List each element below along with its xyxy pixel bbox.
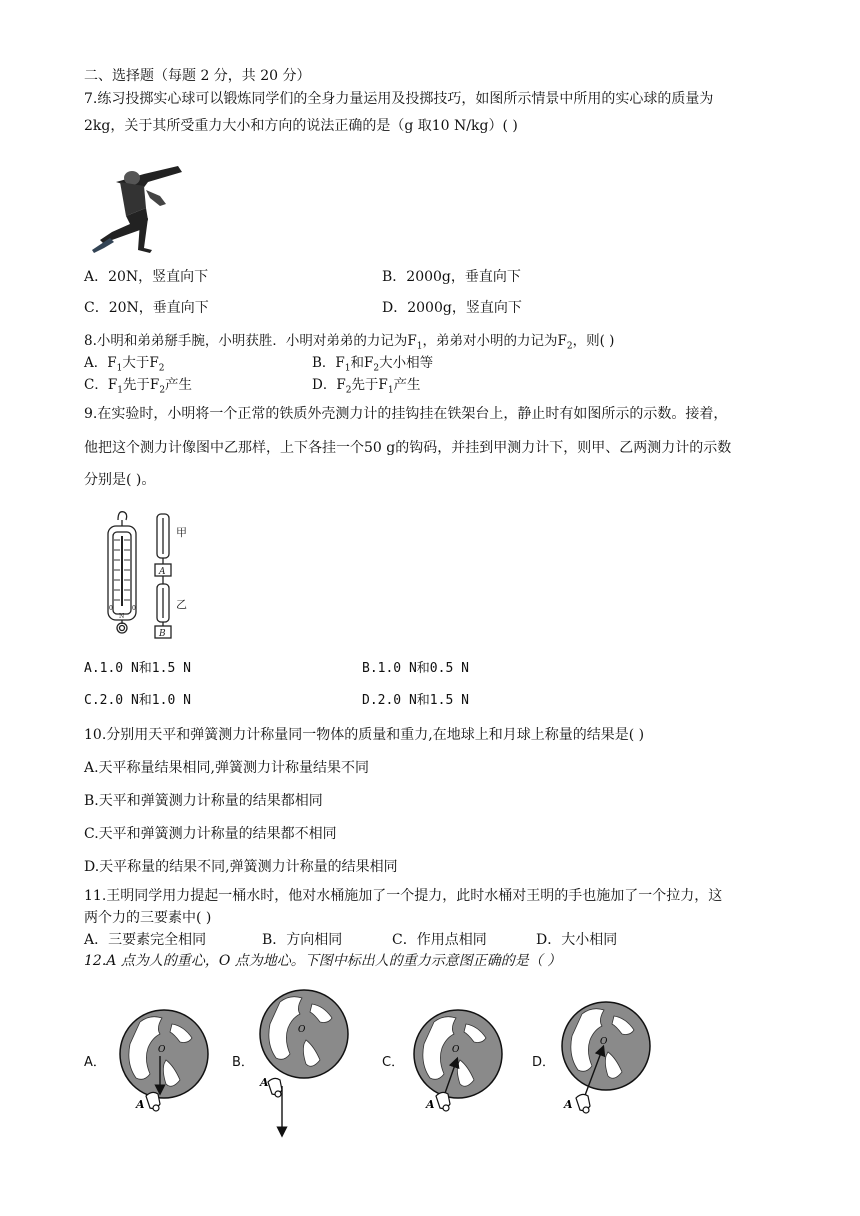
q9-option-c[interactable]: C.2.0 N和1.0 N <box>84 693 191 708</box>
q11-stem-line1: 11.王明同学用力提起一桶水时，他对水桶施加了一个提力，此时水桶对王明的手也施加了一个拉力，这 <box>84 888 723 904</box>
label-o: O <box>158 1045 166 1055</box>
q12-option-b[interactable]: B． <box>232 1055 254 1070</box>
q7-option-c[interactable]: C．20N，垂直向下 <box>84 300 209 316</box>
q11-option-d[interactable]: D．大小相同 <box>536 932 618 948</box>
label-a: A <box>564 1098 573 1111</box>
q8-option-d[interactable]: D．$F_2$先于$F_1$产生 <box>312 377 421 396</box>
q11-option-c[interactable]: C．作用点相同 <box>392 932 487 948</box>
q7-option-a[interactable]: A．20N，竖直向下 <box>84 269 209 285</box>
q9-option-b[interactable]: B.1.0 N和0.5 N <box>362 661 469 676</box>
section-header: 二、选择题（每题 2 分，共 20 分） <box>84 68 311 84</box>
label-n: N <box>119 613 125 620</box>
q8-option-c[interactable]: C．$F_1$先于$F_2$产生 <box>84 377 193 396</box>
globe-c-figure <box>404 1004 504 1116</box>
globe-a-figure <box>110 1004 210 1116</box>
q7-option-d[interactable]: D．2000g，竖直向下 <box>382 300 522 316</box>
q10-option-a[interactable]: A.天平称量结果相同,弹簧测力计称量结果不同 <box>84 760 370 776</box>
label-a: A <box>136 1098 145 1111</box>
globe-d-figure <box>554 998 654 1116</box>
label-a: A <box>426 1098 435 1111</box>
thrower-icon <box>92 166 182 253</box>
q7-option-b[interactable]: B．2000g，垂直向下 <box>382 269 521 285</box>
q7-stem-line2: 2kg，关于其所受重力大小和方向的说法正确的是（g 取10 N/kg）( ) <box>84 118 518 134</box>
globe-b-figure <box>254 986 354 1140</box>
label-zero-left: 0 <box>109 605 113 612</box>
q12-option-a[interactable]: A． <box>84 1055 106 1070</box>
label-jia: 甲 <box>176 526 187 539</box>
shot-put-figure <box>86 160 186 256</box>
label-yi: 乙 <box>176 598 187 611</box>
label-a: A <box>159 567 166 577</box>
q9-option-a[interactable]: A.1.0 N和1.5 N <box>84 661 191 676</box>
q12-option-c[interactable]: C． <box>382 1055 405 1070</box>
q8-option-b[interactable]: B．$F_1$和$F_2$大小相等 <box>312 355 434 374</box>
scale-ring-icon <box>117 623 127 633</box>
q10-stem: 10.分别用天平和弹簧测力计称量同一物体的质量和重力,在地球上和月球上称量的结果是( ) <box>84 727 645 743</box>
person-icon <box>576 1094 590 1113</box>
spring-scale-figure <box>100 506 200 642</box>
label-a: A <box>260 1076 269 1089</box>
q10-option-d[interactable]: D.天平称量的结果不同,弹簧测力计称量的结果相同 <box>84 859 398 875</box>
label-o: O <box>452 1045 460 1055</box>
q9-stem-line1: 9.在实验时，小明将一个正常的铁质外壳测力计的挂钩挂在铁架台上，静止时有如图所示的示数。接着， <box>84 406 728 422</box>
person-icon <box>146 1092 160 1111</box>
q8-option-a[interactable]: A．$F_1$大于$F_2$ <box>84 355 165 374</box>
q11-option-b[interactable]: B．方向相同 <box>262 932 343 948</box>
scale-hook-top-icon <box>118 512 127 520</box>
q8-stem: 8.小明和弟弟掰手腕，小明获胜．小明对弟弟的力记为$F_1$，弟弟对小明的力记为$F_2$，则( ) <box>84 333 615 352</box>
q9-stem-line2: 他把这个测力计像图中乙那样，上下各挂一个50 g的钩码，并挂到甲测力计下，则甲、乙两测力计的示数 <box>84 440 732 456</box>
q10-option-b[interactable]: B.天平和弹簧测力计称量的结果都相同 <box>84 793 323 809</box>
label-o: O <box>298 1025 306 1035</box>
person-icon <box>436 1092 450 1111</box>
label-b: B <box>159 629 166 639</box>
label-o: O <box>600 1037 608 1047</box>
q11-stem-line2: 两个力的三要素中( ) <box>84 910 212 926</box>
q12-stem: 12.A 点为人的重心，O 点为地心。下图中标出人的重力示意图正确的是（ ） <box>84 953 562 969</box>
q10-option-c[interactable]: C.天平和弹簧测力计称量的结果都不相同 <box>84 826 337 842</box>
q11-option-a[interactable]: A．三要素完全相同 <box>84 932 207 948</box>
q9-stem-line3: 分别是( )。 <box>84 472 156 488</box>
person-icon <box>268 1078 282 1097</box>
q7-stem-line1: 7.练习投掷实心球可以锻炼同学们的全身力量运用及投掷技巧，如图所示情景中所用的实心球的质量为 <box>84 91 714 107</box>
label-zero-right: 0 <box>132 605 136 612</box>
q12-option-d[interactable]: D． <box>532 1055 556 1070</box>
q9-option-d[interactable]: D.2.0 N和1.5 N <box>362 693 469 708</box>
